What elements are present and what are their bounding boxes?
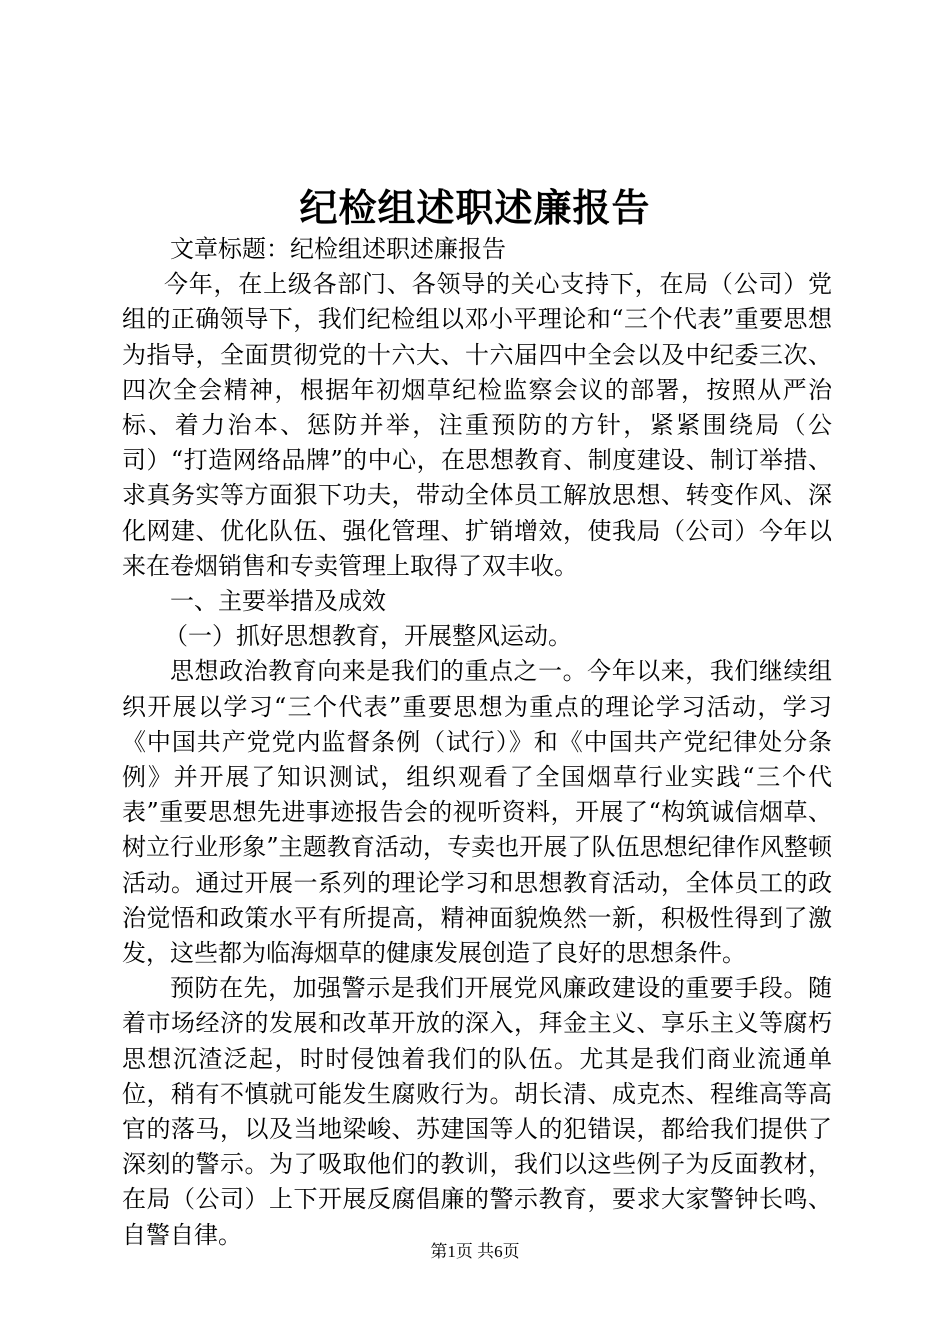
document-title: 纪检组述职述廉报告 <box>299 185 651 230</box>
body-paragraph: 思想政治教育向来是我们的重点之一。今年以来，我们继续组织开展以学习“三个代表”重要思想为重点的理论学习活动，学习《中国共产党党内监督条例（试行）》和《中国共产党纪律处分条例》并开展了知识测试，组织观看了全国烟草行业实践“三个代表”重要思想先进事迹报告会的视听资料，开展了“构筑诚信烟草、树立行业形象”主题教育活动，专卖也开展了队伍思想纪律作风整顿活动。通过开展一系列的理论学习和思想教育活动，全体员工的政治觉悟和政策水平有所提高，精神面貌焕然一新，积极性得到了激发，这些都为临海烟草的健康发展创造了良好的思想条件。 <box>122 657 832 968</box>
body-paragraph: 预防在先，加强警示是我们开展党风廉政建设的重要手段。随着市场经济的发展和改革开放的深入，拜金主义、享乐主义等腐朽思想沉渣泛起，时时侵蚀着我们的队伍。尤其是我们商业流通单位，稍有不慎就可能发生腐败行为。胡长清、成克杰、程维高等高官的落马，以及当地梁峻、苏建国等人的犯错误，都给我们提供了深刻的警示。为了吸取他们的教训，我们以这些例子为反面教材，在局（公司）上下开展反腐倡廉的警示教育，要求大家警钟长鸣、自警自律。 <box>122 974 832 1249</box>
subsection-heading: （一）抓好思想教育，开展整风运动。 <box>164 622 572 651</box>
section-heading: 一、主要举措及成效 <box>170 587 386 616</box>
article-title-line: 文章标题：纪检组述职述廉报告 <box>170 235 506 263</box>
document-body <box>122 232 832 1253</box>
intro-paragraph: 今年，在上级各部门、各领导的关心支持下，在局（公司）党组的正确领导下，我们纪检组以邓小平理论和“三个代表”重要思想为指导，全面贯彻党的十六大、十六届四中全会以及中纪委三次、四次全会精神，根据年初烟草纪检监察会议的部署，按照从严治标、着力治本、惩防并举，注重预防的方针，紧紧围绕局（公司）“打造网络品牌”的中心，在思想教育、制度建设、制订举措、求真务实等方面狠下功夫，带动全体员工解放思想、转变作风、深化网建、优化队伍、强化管理、扩销增效，使我局（公司）今年以来在卷烟销售和专卖管理上取得了双丰收。 <box>122 270 832 580</box>
page-number-footer: 第1页 共6页 <box>430 1242 520 1261</box>
